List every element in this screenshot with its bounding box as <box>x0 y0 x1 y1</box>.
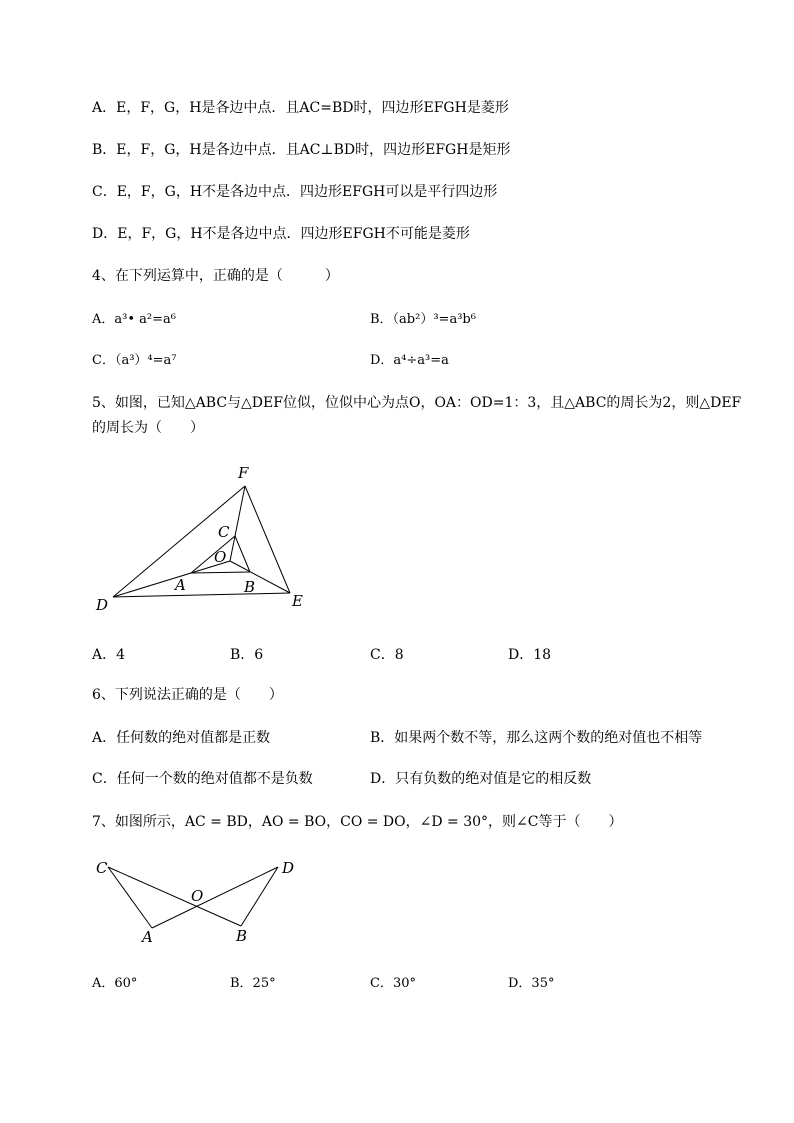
q5-option-c: C．8 <box>370 647 404 663</box>
label-c: C <box>218 523 230 541</box>
q5-option-b: B．6 <box>230 647 264 663</box>
segment-ca <box>108 867 152 928</box>
label-f: F <box>238 464 249 482</box>
label-a: A <box>142 928 153 946</box>
label-b: B <box>244 578 256 596</box>
q7-option-b: B．25° <box>230 976 276 991</box>
label-d: D <box>96 596 109 614</box>
q5-option-d: D．18 <box>508 647 552 663</box>
segment-de <box>113 593 290 597</box>
q7-stem: 7、如图所示，AC = BD，AO = BO，CO = DO，∠D = 30°，则∠C等于（ ） <box>92 814 623 830</box>
q3-option-b: B．E，F，G，H是各边中点．且AC⊥BD时，四边形EFGH是矩形 <box>92 142 511 158</box>
q4-option-b: B．（ab²）³=a³b⁶ <box>370 312 476 327</box>
segment-od <box>113 561 230 597</box>
label-b: B <box>236 927 248 945</box>
segment-ca <box>191 536 235 573</box>
q4-option-c: C．（a³）⁴=a⁷ <box>92 353 177 368</box>
q7-option-d: D．35° <box>508 976 555 991</box>
q6-option-c: C．任何一个数的绝对值都不是负数 <box>92 771 313 787</box>
q5-stem-line1: 5、如图，已知△ABC与△DEF位似，位似中心为点O，OA：OD=1：3，且△ABC的周长为2，则△DEF <box>92 395 742 411</box>
segment-oe <box>230 561 290 593</box>
q3-option-c: C．E，F，G，H不是各边中点．四边形EFGH可以是平行四边形 <box>92 184 498 200</box>
q4-option-a: A．a³• a²=a⁶ <box>92 312 176 327</box>
q3-option-d: D．E，F，G，H不是各边中点．四边形EFGH不可能是菱形 <box>92 226 470 242</box>
label-c: C <box>96 859 108 877</box>
q7-option-a: A．60° <box>92 976 138 991</box>
q6-option-b: B．如果两个数不等，那么这两个数的绝对值也不相等 <box>370 730 703 746</box>
q4-option-d: D．a⁴÷a³=a <box>370 353 449 368</box>
q6-option-a: A．任何数的绝对值都是正数 <box>92 730 271 746</box>
q5-figure <box>90 460 320 620</box>
segment-bc <box>235 536 250 572</box>
q5-stem-line2: 的周长为（ ） <box>92 420 204 436</box>
label-d: D <box>282 859 295 877</box>
segment-ab <box>191 572 250 573</box>
label-o: O <box>214 548 227 566</box>
label-o: O <box>191 887 204 905</box>
label-a: A <box>175 576 186 594</box>
q7-option-c: C．30° <box>370 976 416 991</box>
label-e: E <box>292 592 303 610</box>
segment-ef <box>245 486 290 593</box>
q6-option-d: D．只有负数的绝对值是它的相反数 <box>370 771 592 787</box>
q3-option-a: A．E，F，G，H是各边中点．且AC=BD时，四边形EFGH是菱形 <box>92 100 509 116</box>
q5-option-a: A．4 <box>92 647 126 663</box>
q4-stem: 4、在下列运算中，正确的是（ ） <box>92 268 339 284</box>
q7-figure <box>90 850 310 950</box>
q6-stem: 6、下列说法正确的是（ ） <box>92 687 283 703</box>
